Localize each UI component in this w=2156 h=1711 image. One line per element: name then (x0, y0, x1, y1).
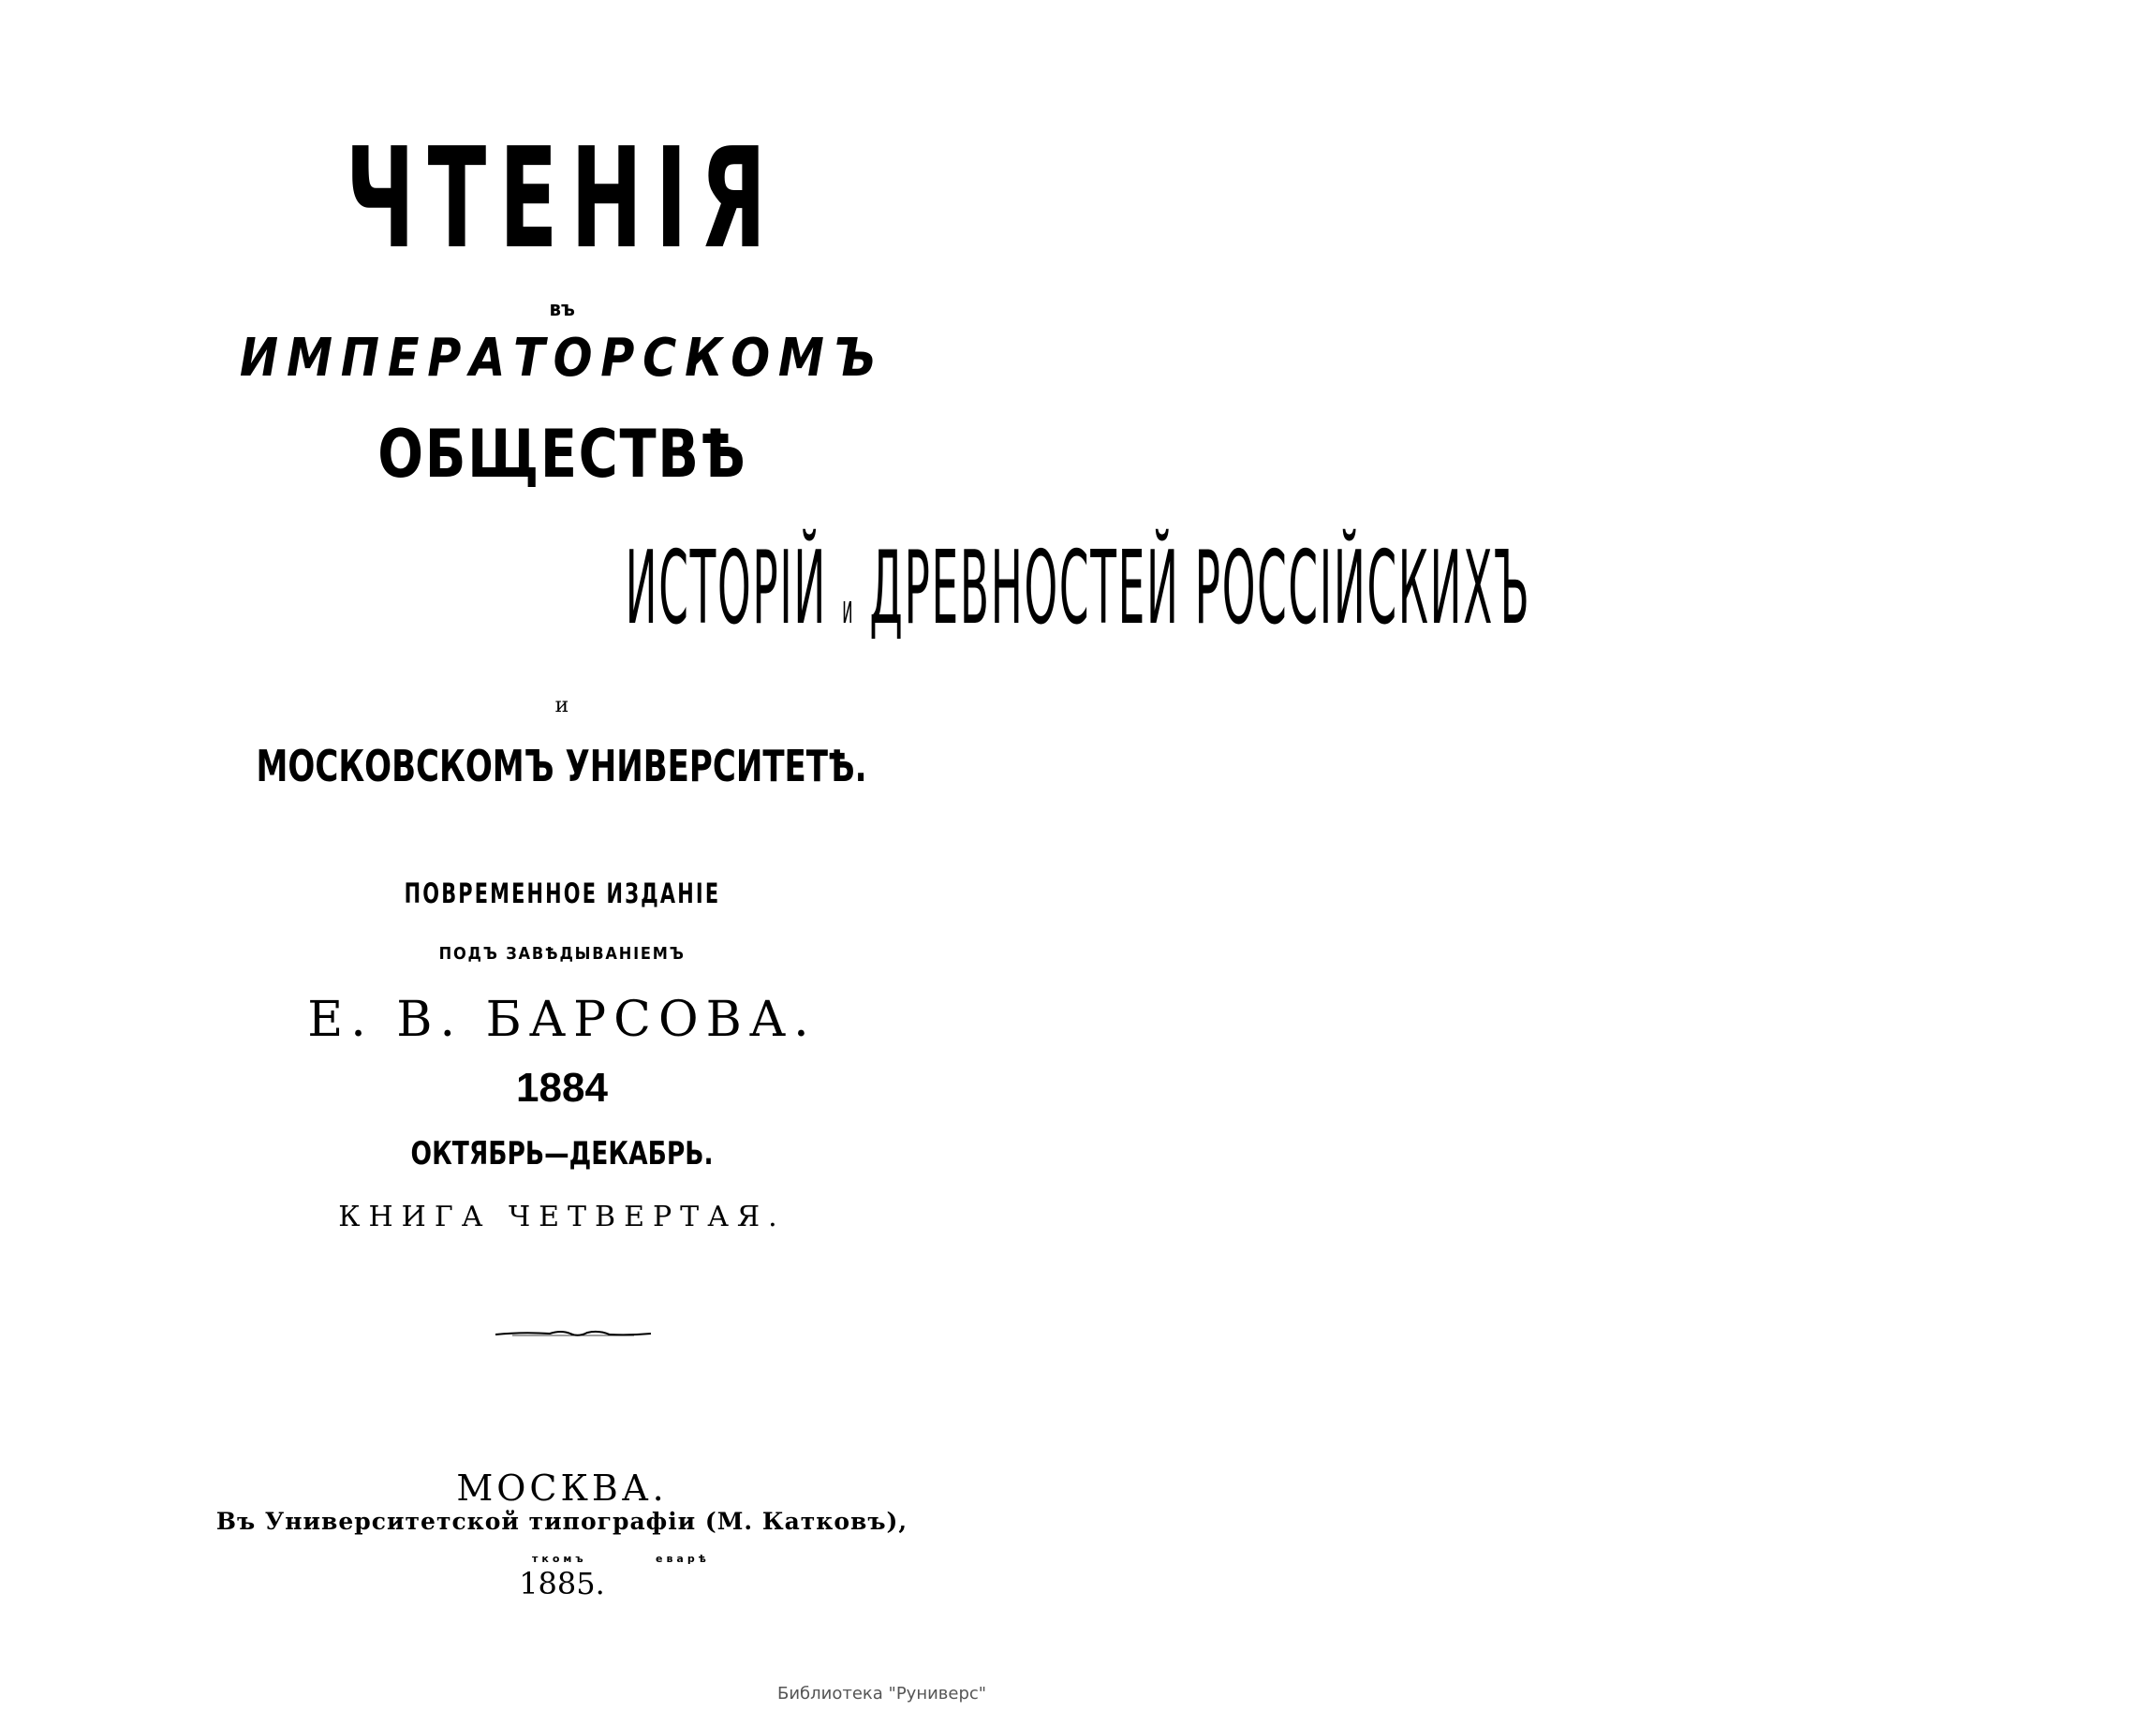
moscow-university-line: МОСКОВСКОМЪ УНИВЕРСИТЕТѢ. (256, 741, 868, 791)
book-number: КНИГА ЧЕТВЕРТАЯ. (338, 1201, 786, 1233)
publication-year: 1884 (516, 1065, 608, 1111)
preposition-in: въ (549, 298, 575, 321)
months-range: ОКТЯБРЬ—ДЕКАБРЬ. (410, 1135, 714, 1173)
history-antiquities-line (0, 530, 1531, 647)
imprint-permission-left: ткомъ (532, 1553, 587, 1565)
conjunction-line: и (554, 694, 569, 717)
history-word: ИСТОРІЙ (625, 530, 828, 647)
editor-name: Е. В. БАРСОВА. (307, 992, 817, 1048)
conjunction-and: и (842, 586, 855, 632)
edition-line: ПОВРЕМЕННОЕ ИЗДАНІЕ (404, 878, 720, 909)
imprint-city: МОСКВА. (456, 1468, 668, 1509)
imperial-line: ИМПЕРАТОРСКОМЪ (240, 328, 884, 389)
main-title-text: ЧТЕНІЯ (345, 118, 779, 279)
library-watermark: Библиотека "Руниверс" (777, 1684, 987, 1704)
main-title (0, 118, 1124, 279)
supervision-line: ПОДЪ ЗАВѢДЫВАНІЕМЪ (438, 944, 686, 964)
imprint-permission-right: еварѣ (656, 1553, 710, 1565)
ornament-divider-icon (494, 1327, 653, 1340)
society-line: ОБЩЕСТВѢ (377, 416, 747, 493)
imprint-printer: Въ Университетской типографіи (М. Катковъ), (215, 1508, 908, 1535)
antiquities-words: ДРЕВНОСТЕЙ РОССІЙСКИХЪ (869, 530, 1531, 647)
imprint-year: 1885. (519, 1566, 605, 1601)
